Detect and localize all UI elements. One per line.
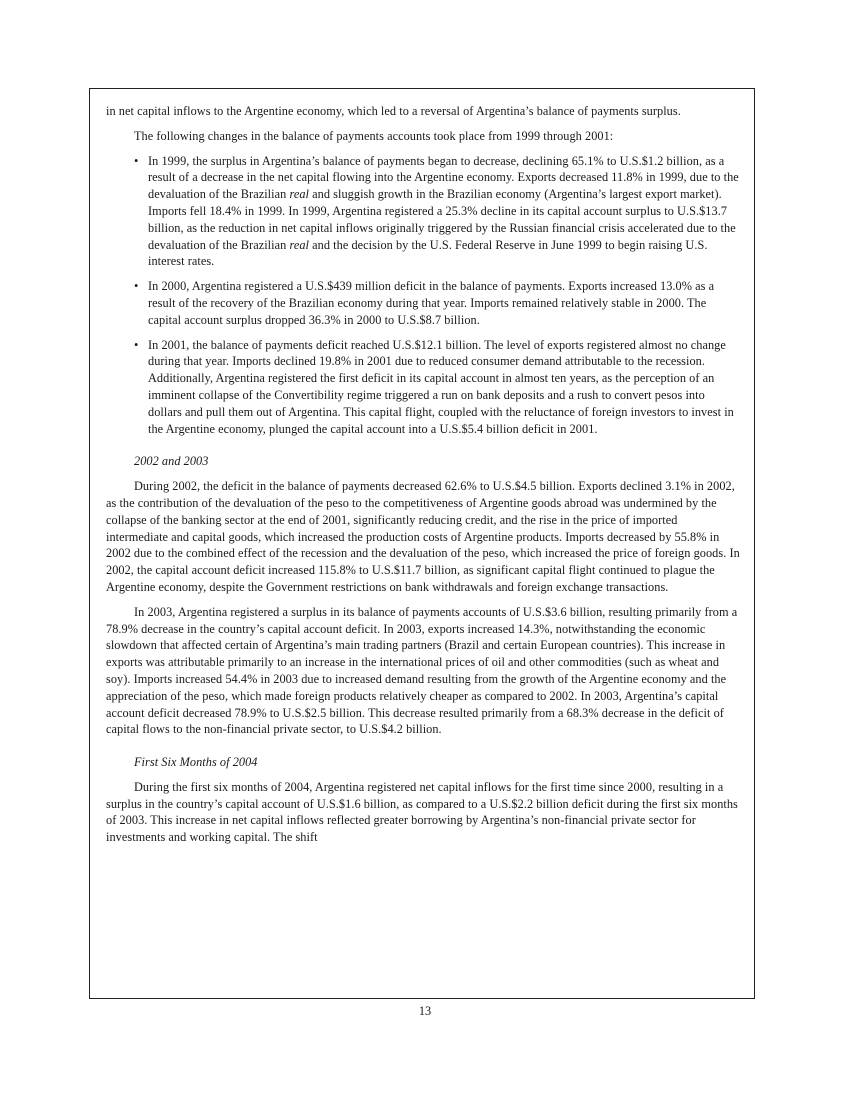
page-number: 13 <box>418 1004 432 1018</box>
section-heading-2002-2003: 2002 and 2003 <box>134 454 209 469</box>
bullet-1999-italic-real-a: real <box>289 187 310 202</box>
changes-bullet-list <box>106 153 740 438</box>
bullet-item-2001 <box>106 337 740 438</box>
bullet-1999-text-c: and the decision by the U.S. Federal Reserve in June 1999 to begin raising U.S. interest rates. <box>148 237 708 269</box>
section-heading-2004: First Six Months of 2004 <box>134 755 258 770</box>
bullet-2001-text: In 2001, the balance of payments deficit reached U.S.$12.1 billion. The level of exports registered almost no change during that year. Imports declined 19.8% in 2001 due to reduced consumer demand attributable to the recession. Additionally, Argentina registered the first deficit in its capital account in almost ten years, as the perception of an imminent collapse of the Convertibility regime triggered a run on bank deposits and a rush to convert pesos into dollars and pull them out of Argentina. This capital flight, coupled with the reluctance of foreign investors to invest in the Argentine economy, plunged the capital account into a U.S.$5.4 billion deficit in 2001. <box>148 337 734 436</box>
bullet-1999-italic-real-b: real <box>289 237 310 252</box>
bullet-marker: • <box>134 279 139 294</box>
paragraph-2003: In 2003, Argentina registered a surplus in its balance of payments accounts of U.S.$3.6 billion, resulting primarily from a 78.9% decrease in the country’s capital account deficit. In 2003, exports increased 14.3%, notwithstanding the economic slowdown that affected certain of Argentina’s main trading partners (Brazil and certain European countries). This increase in exports was attributable primarily to an increase in the international prices of oil and other commodities (such as wheat and soy). Imports increased 54.4% in 2003 due to increased demand resulting from the growth of the Argentine economy and the appreciation of the peso, which made foreign products relatively cheaper as compared to 2002. In 2003, Argentina’s capital account deficit decreased 78.9% to U.S.$2.5 billion. This decrease resulted primarily from a 68.3% decrease in the deficit of capital flows to the non-financial private sector, to U.S.$4.2 billion. <box>106 604 738 737</box>
bullet-2000-text: In 2000, Argentina registered a U.S.$439 million deficit in the balance of payments. Exports increased 13.0% as a result of the recovery of the Brazilian economy during that year. Imports remained relatively stable in 2000. The capital account surplus dropped 36.3% in 2000 to U.S.$8.7 billion. <box>148 279 715 327</box>
bullet-item-2000 <box>106 278 740 328</box>
bullet-1999-text-b: and sluggish growth in the Brazilian economy (Argentina’s largest export market). Imports fell 18.4% in 1999. In 1999, Argentina registered a 25.3% decline in its capital account surplus to U.S.$13.7 billion, as the reduction in net capital inflows originally triggered by the Russian financial crisis accelerated due to the devaluation of the Brazilian <box>148 187 736 252</box>
paragraph-2004: During the first six months of 2004, Argentina registered net capital inflows for the first time since 2000, resulting in a surplus in the country’s capital account of U.S.$1.6 billion, as compared to a U.S.$2.2 billion deficit during the first six months of 2003. This increase in net capital inflows reflected greater borrowing by Argentina’s non-financial private sector for investments and working capital. The shift <box>106 779 738 845</box>
paragraph-2002: During 2002, the deficit in the balance of payments decreased 62.6% to U.S.$4.5 billion. Exports declined 3.1% in 2002, as the contribution of the devaluation of the peso to the competitiveness of Argentine goods abroad was undermined by the collapse of the banking sector at the end of 2001, significantly reducing credit, and the rise in the price of imported intermediate and capital goods, which increased the production costs of Argentine products. Imports decreased by 55.8% in 2002 due to the combined effect of the recession and the devaluation of the peso, which increased the price of foreign goods. In 2002, the capital account deficit increased 115.8% to U.S.$11.7 billion, as significant capital flight continued to plague the Argentine economy, despite the Government restrictions on bank withdrawals and foreign exchange transactions. <box>106 479 740 594</box>
changes-lead-paragraph: The following changes in the balance of payments accounts took place from 1999 through 2001: <box>134 128 614 143</box>
document-body <box>106 103 740 846</box>
bullet-1999-text-a: In 1999, the surplus in Argentina’s balance of payments began to decrease, declining 65.1% to U.S.$1.2 billion, as a result of a decrease in the net capital flowing into the Argentine economy. Exports decreased 11.8% in 1999, due to the devaluation of the Brazilian <box>148 153 739 202</box>
bullet-item-1999 <box>106 153 740 271</box>
bullet-marker: • <box>134 337 139 352</box>
intro-paragraph: in net capital inflows to the Argentine economy, which led to a reversal of Argentina’s balance of payments surplus. <box>106 104 681 118</box>
bullet-marker: • <box>134 153 139 168</box>
